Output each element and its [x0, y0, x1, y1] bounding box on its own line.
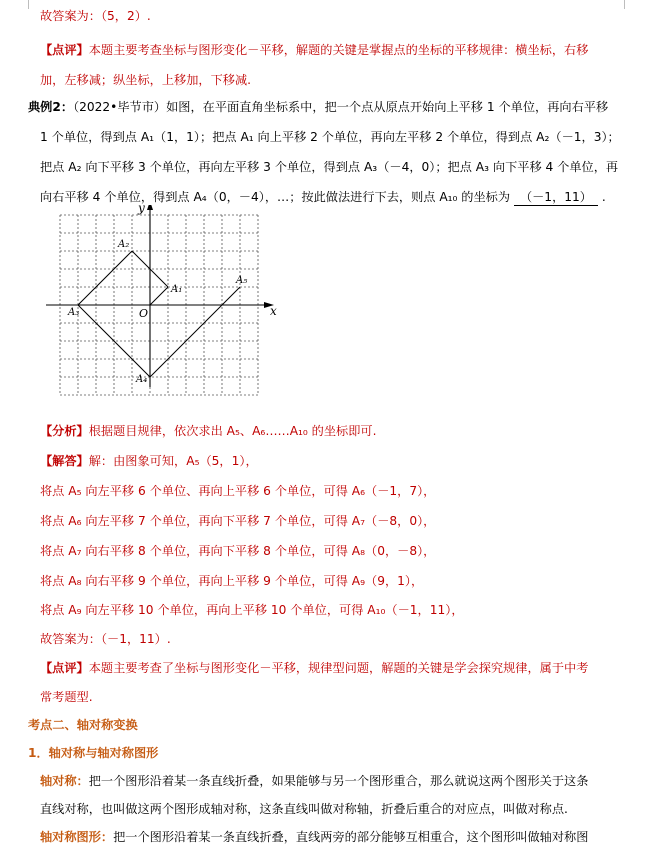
solution-line-2: 将点 A₅ 向左平移 6 个单位、再向上平移 6 个单位，可得 A₆（－1，7），: [40, 484, 436, 498]
example-line-2: 1 个单位，得到点 A₁（1，1）；把点 A₁ 向上平移 2 个单位，再向左平移 2 个单位，得到点 A₂（－1，3）；: [40, 130, 620, 144]
point-labels: [67, 205, 277, 385]
analysis: [40, 423, 377, 439]
point-label: A₅: [236, 275, 248, 286]
analysis-label: 【分析】: [40, 424, 89, 438]
example-text: （2022•毕节市）如图，在平面直角坐标系中，把一个点从原点开始向上平移 1 个单位，再向右平移: [73, 100, 609, 114]
analysis-text: 根据题目规律，依次求出 A₅、A₆……A₁₀ 的坐标即可.: [88, 424, 377, 438]
comment-label: 【点评】: [40, 43, 89, 57]
comment-1-line-1: [40, 42, 588, 58]
definition-1-line-1: [40, 773, 588, 789]
point-label: A₃: [68, 307, 80, 318]
section-heading: 考点二、轴对称变换: [28, 718, 138, 732]
solution-line-7: 故答案为：（－1，11）.: [40, 632, 171, 646]
x-axis-label: x: [270, 304, 277, 318]
solution-line-1: [40, 453, 258, 469]
answer-blank: （－1，11）: [514, 189, 598, 206]
example-line-3: 把点 A₂ 向下平移 3 个单位，再向左平移 3 个单位，得到点 A₃（－4，0）；把点 A₃ 向下平移 4 个单位，再: [40, 160, 619, 174]
point-label: A₂: [118, 239, 130, 250]
comment-text: 本题主要考查了坐标与图形变化－平移，规律型问题，解题的关键是学会探究规律，属于中考: [88, 661, 589, 675]
path-segment: [150, 287, 168, 305]
polygon-path: [78, 251, 240, 377]
solution-label: 【解答】: [40, 454, 89, 468]
comment-1-line-2: 加，左移减；纵坐标，上移加，下移减.: [40, 73, 252, 87]
comment-text: 本题主要考查坐标与图形变化－平移，解题的关键是掌握点的坐标的平移规律：横坐标，右移: [88, 43, 589, 57]
path-segment: [78, 251, 132, 305]
subsection-heading: 1．轴对称与轴对称图形: [28, 746, 159, 760]
solution-line-5: 将点 A₈ 向右平移 9 个单位，再向上平移 9 个单位，可得 A₉（9，1），: [40, 574, 424, 588]
y-axis-label: y: [138, 205, 145, 215]
example-line-1: [28, 99, 608, 115]
path-segment: [150, 287, 240, 377]
definition-2-line-1: [40, 829, 588, 845]
page-corner-mark-right: [624, 0, 635, 9]
term-axial-symmetry: 轴对称：: [40, 774, 89, 788]
coordinate-figure: [40, 205, 290, 415]
solution-text: 解：由图象可知，A₅（5，1），: [88, 454, 258, 468]
comment-label: 【点评】: [40, 661, 89, 675]
example-line-4: [40, 189, 606, 206]
example-period: .: [601, 190, 606, 204]
example-text: 向右平移 4 个单位，得到点 A₄（0，－4），…；按此做法进行下去，则点 A₁₀ 的坐标为: [40, 190, 511, 204]
solution-line-3: 将点 A₆ 向左平移 7 个单位，再向下平移 7 个单位，可得 A₇（－8，0），: [40, 514, 436, 528]
point-label: A₁: [171, 284, 183, 295]
example-label: 典例2：: [28, 100, 74, 114]
comment-2-line-1: [40, 660, 588, 676]
definition-text: 把一个图形沿着某一条直线折叠，如果能够与另一个图形重合，那么就说这两个图形关于这条: [88, 774, 589, 788]
previous-answer: 故答案为：（5，2）.: [40, 9, 151, 23]
y-axis-arrow: [147, 205, 153, 210]
solution-line-4: 将点 A₇ 向右平移 8 个单位，再向下平移 8 个单位，可得 A₈（0，－8），: [40, 544, 436, 558]
page-corner-mark-left: [18, 0, 29, 9]
comment-2-line-2: 常考题型.: [40, 690, 93, 704]
point-label: A₄: [136, 374, 148, 385]
definition-1-line-2: 直线对称，也叫做这两个图形成轴对称，这条直线叫做对称轴，折叠后重合的对应点，叫做对称点.: [40, 802, 568, 816]
solution-line-6: 将点 A₉ 向左平移 10 个单位，再向上平移 10 个单位，可得 A₁₀（－1，11），: [40, 603, 464, 617]
definition-text: 把一个图形沿着某一条直线折叠，直线两旁的部分能够互相重合，这个图形叫做轴对称图: [113, 830, 589, 844]
origin-label: O: [139, 307, 149, 320]
term-symmetric-figure: 轴对称图形：: [40, 830, 114, 844]
